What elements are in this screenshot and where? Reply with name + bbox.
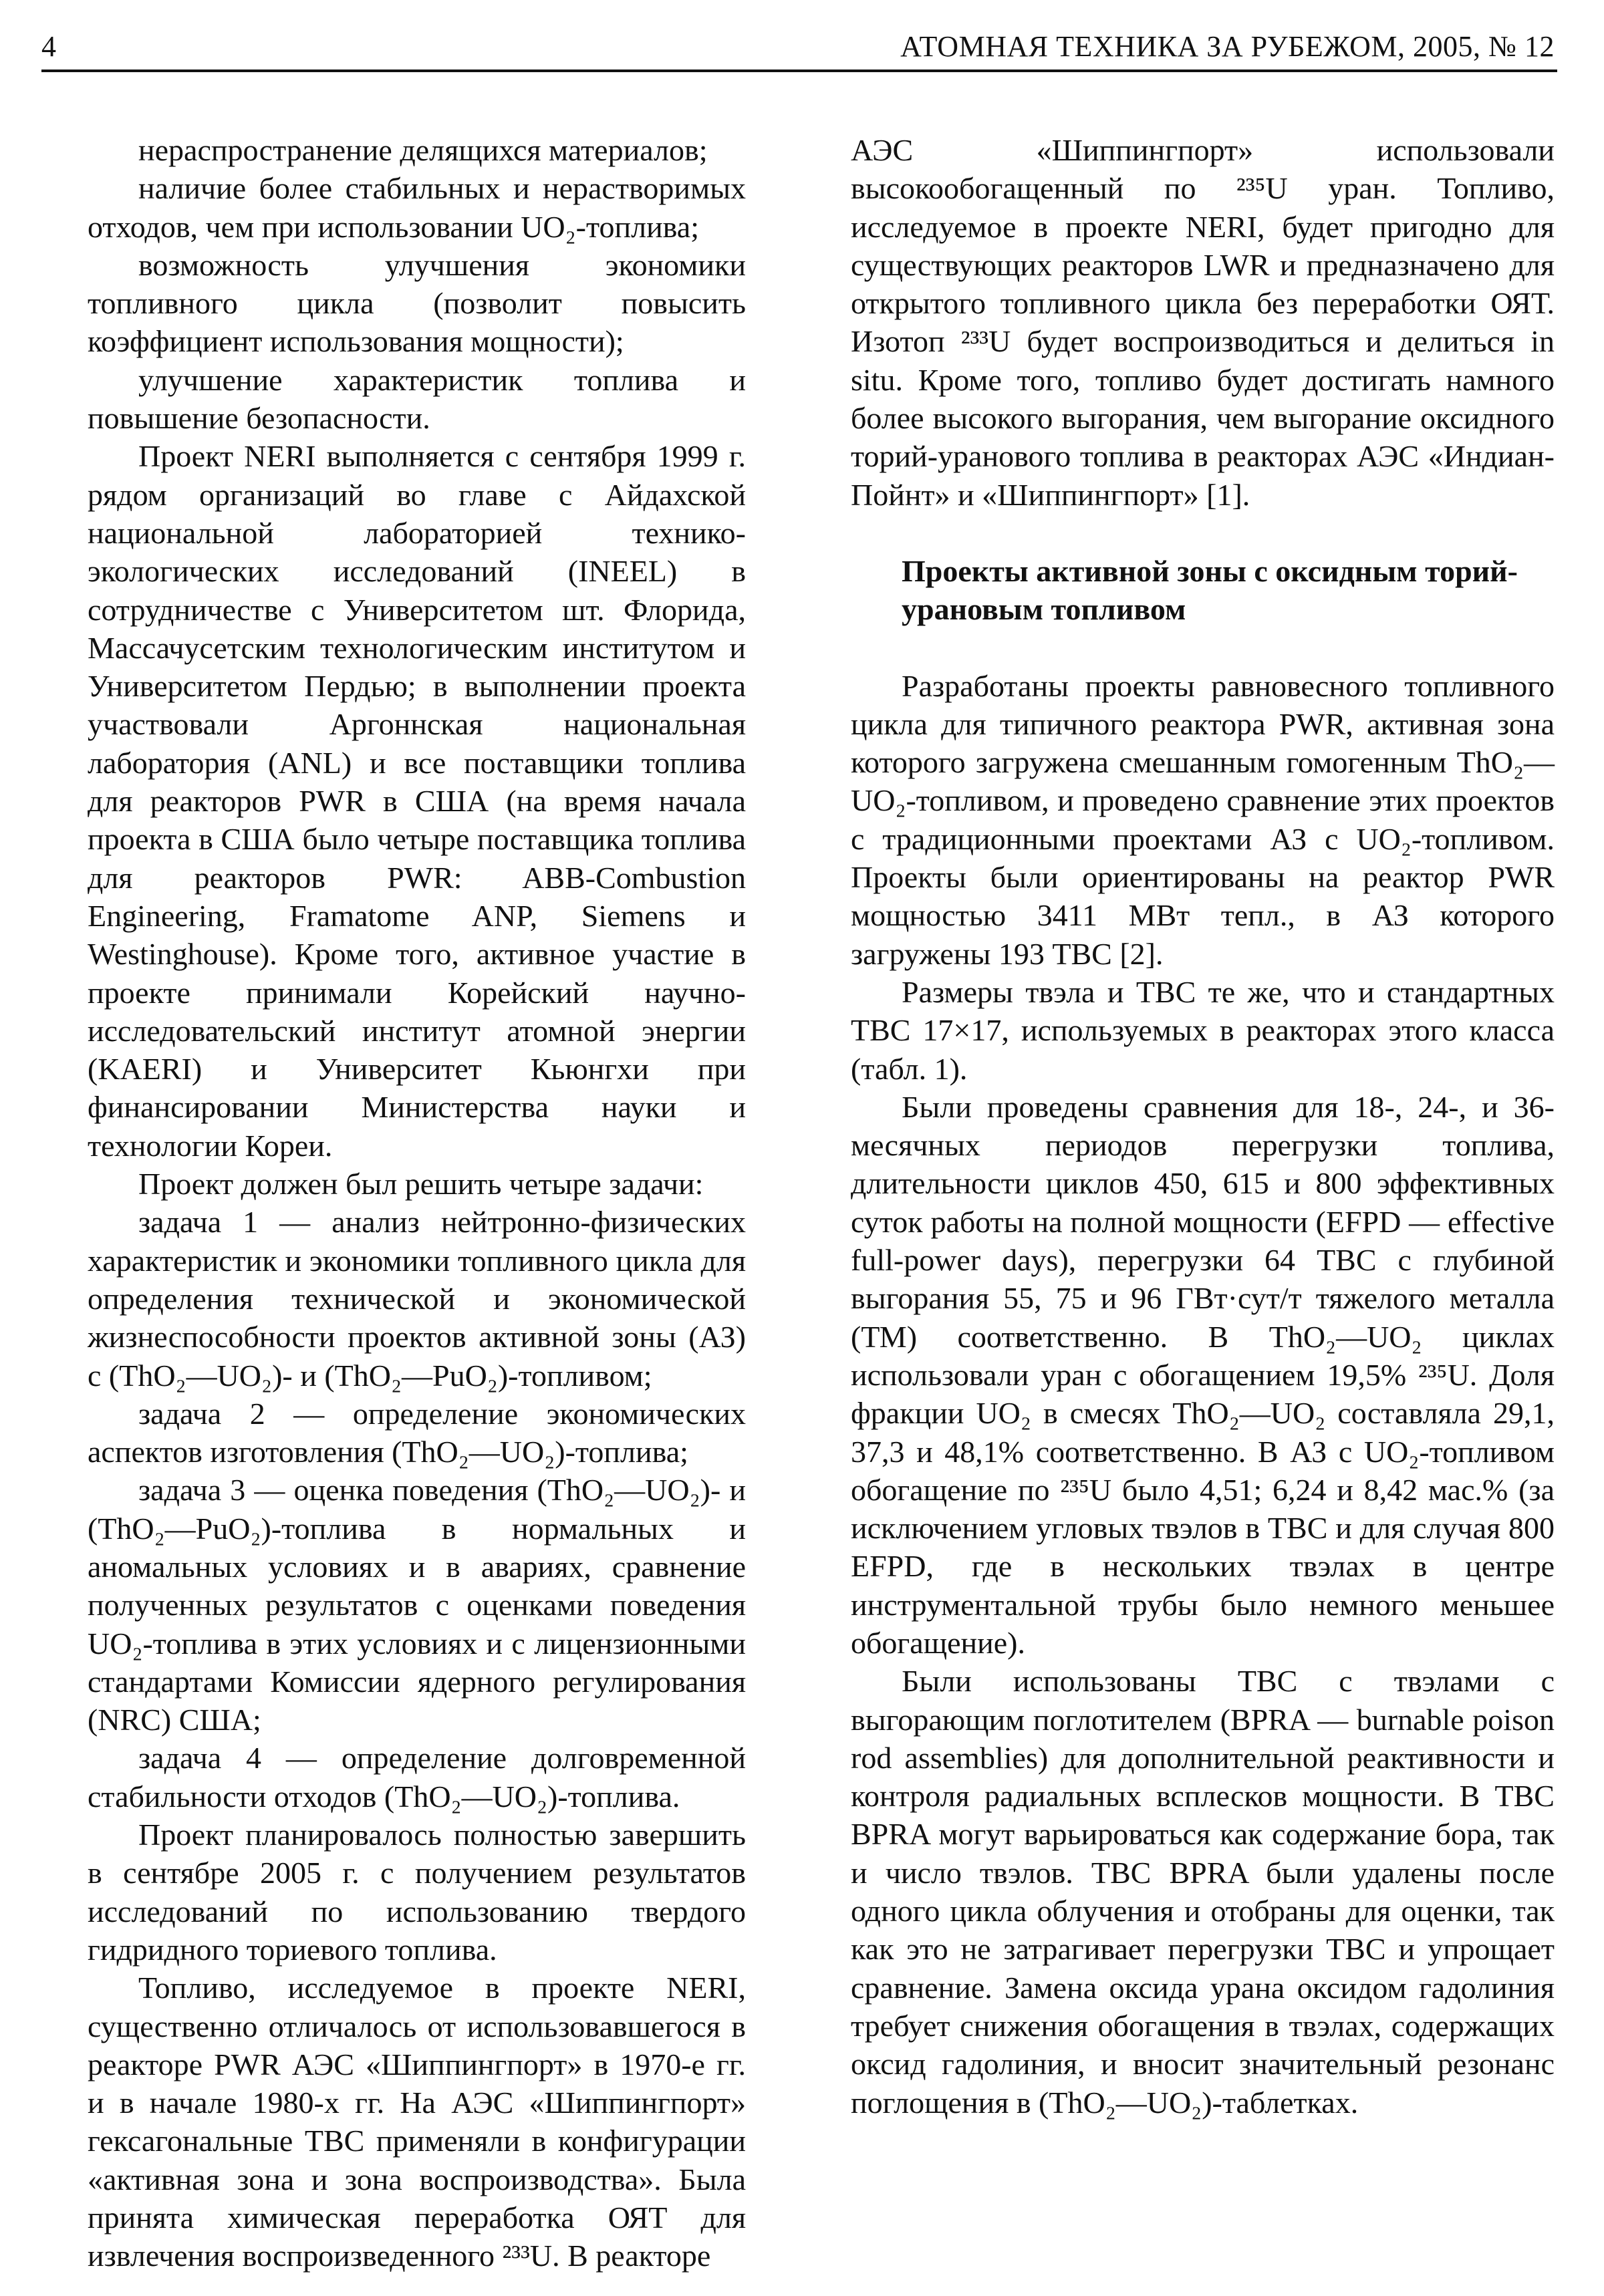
paragraph: Размеры твэла и ТВС те же, что и стандартных ТВС 17×17, используемых в реакторах этого класса (табл. 1). [851, 974, 1555, 1086]
spacer [851, 629, 1555, 667]
paragraph-continuation: АЭС «Шиппингпорт» использовали высокообогащенный по ²³⁵U уран. Топливо, исследуемое в проекте NERI, будет пригодно для существующих реакторов LWR и предназначено для открытого топливного цикла без переработки ОЯТ. Изотоп ²³³U будет воспроизводиться и делиться in situ. Кроме того, топливо будет достигать намного более высокого выгорания, чем выгорание оксидного торий-уранового топлива в реакторах АЭС «Индиан-Пойнт» и «Шиппингпорт» [1]. [851, 133, 1555, 512]
paragraph: Проект NERI выполняется с сентября 1999 г. рядом организаций во главе с Айдахской национальной лабораторией технико-экологических исследований (INEEL) в сотрудничестве с Университетом шт. Флорида, Массачусетским технологическим институтом и Университетом Пердью; в выполнении проекта участвовали Аргоннская национальная лаборатория (ANL) и все поставщики топлива для реакторов PWR в США (на время начала проекта в США было четыре поставщика топлива для реакторов PWR: ABB-Combustion Engineering, Framatome ANP, Siemens и Westinghouse). Кроме того, активное участие в проекте принимали Корейский научно-исследовательский институт атомной энергии (KAERI) и Университет Кьюнгхи при финансировании Министерства науки и технологии Кореи. [88, 439, 746, 1163]
list-item: нераспространение делящихся материалов; [138, 133, 708, 167]
paragraph: Были использованы ТВС с твэлами с выгорающим поглотителем (BPRA — burnable poison rod assemblies) для дополнительной реактивности и контроля радиальных всплесков мощности. В ТВС BPRA могут варьироваться как содержание бора, так и число твэлов. ТВС BPRA были удалены после одного цикла облучения и отобраны для оценки, так как это не затрагивает перегрузки ТВС и упрощает сравнение. Замена оксида урана оксидом гадолиния требует снижения обогащения в твэлах, содержащих оксид гадолиния, и вносит значительный резонанс поглощения в (ThO₂—UO₂)-таблетках. [851, 1664, 1555, 2120]
right-column [851, 131, 1555, 2122]
list-item: задача 1 — анализ нейтронно-физических характеристик и экономики топливного цикла для определения технической и экономической жизнеспособности проектов активной зоны (АЗ) с (ThO₂—UO₂)- и (ThO₂—PuO₂)-топливом; [88, 1205, 746, 1393]
paragraph: Были проведены сравнения для 18-, 24-, и 36-месячных периодов перегрузки топлива, длительности циклов 450, 615 и 800 эффективных суток работы на полной мощности (EFPD — effective full-power days), перегрузки 64 ТВС с глубиной выгорания 55, 75 и 96 ГВт·сут/т тяжелого металла (ТМ) соответственно. В ThO₂—UO₂ циклах использовали уран с обогащением 19,5% ²³⁵U. Доля фракции UO₂ в смесях ThO₂—UO₂ составляла 29,1, 37,3 и 48,1% соответственно. В АЗ с UO₂-топливом обогащение по ²³⁵U было 4,51; 6,24 и 8,42 мас.% (за исключением угловых твэлов в ТВС и для случая 800 EFPD, где в нескольких твэлах в центре инструментальной трубы было немного меньшее обогащение). [851, 1089, 1555, 1660]
header-rule [41, 69, 1557, 72]
list-item: задача 3 — оценка поведения (ThO₂—UO₂)- и (ThO₂—PuO₂)-топлива в нормальных и аномальных условиях и в авариях, сравнение полученных результатов с оценками поведения UO₂-топлива в этих условиях и с лицензионными стандартами Комиссии ядерного регулирования (NRC) США; [88, 1473, 746, 1737]
paragraph: Топливо, исследуемое в проекте NERI, существенно отличалось от использовавшегося в реакторе PWR АЭС «Шиппингпорт» в 1970-е гг. и в начале 1980-х гг. На АЭС «Шиппингпорт» гексагональные ТВС применяли в конфигурации «активная зона и зона воспроизводства». Была принята химическая переработка ОЯТ для извлечения воспроизведенного ²³³U. В реакторе [88, 1971, 746, 2273]
list-item: задача 2 — определение экономических аспектов изготовления (ThO₂—UO₂)-топлива; [88, 1396, 746, 1469]
paragraph: Разработаны проекты равновесного топливного цикла для типичного реактора PWR, активная зона которого загружена смешанным гомогенным ThO₂—UO₂-топливом, и проведено сравнение этих проектов с традиционными проектами АЗ с UO₂-топливом. Проекты были ориентированы на реактор PWR мощностью 3411 МВт тепл., в АЗ которого загружены 193 ТВС [2]. [851, 668, 1555, 971]
list-item: улучшение характеристик топлива и повышение безопасности. [88, 362, 746, 436]
paragraph: Проект планировалось полностью завершить в сентябре 2005 г. с получением результатов исследований по использованию твердого гидридного ториевого топлива. [88, 1818, 746, 1967]
page-number: 4 [41, 30, 56, 63]
running-header: АТОМНАЯ ТЕХНИКА ЗА РУБЕЖОМ, 2005, № 12 [900, 30, 1555, 63]
list-item: наличие более стабильных и нерастворимых отходов, чем при использовании UO₂-топлива; [88, 171, 746, 244]
list-item: задача 4 — определение долговременной стабильности отходов (ThO₂—UO₂)-топлива. [88, 1741, 746, 1814]
left-column [88, 131, 746, 2275]
paragraph: Проект должен был решить четыре задачи: [138, 1167, 704, 1201]
section-heading: Проекты активной зоны с оксидным торий-урановым топливом [902, 553, 1518, 627]
list-item: возможность улучшения экономики топливного цикла (позволит повысить коэффициент использования мощности); [88, 247, 746, 359]
